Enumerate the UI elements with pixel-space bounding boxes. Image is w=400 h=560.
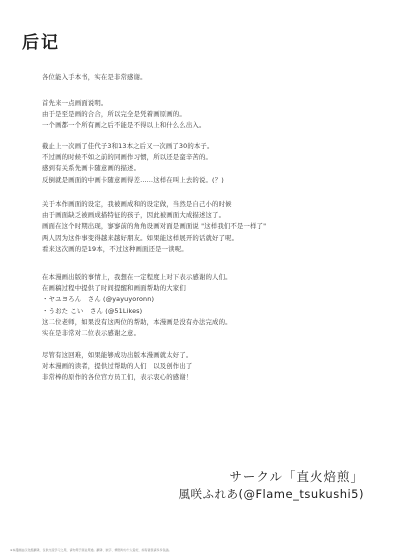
paragraph <box>42 98 387 132</box>
text-line: 看来这次画的是19本，不过这种画面还是一读呢。 <box>42 244 188 253</box>
text-line: 关于本作画面的设定，我被画成和的设定做，当然是自己小的时候 <box>42 200 232 208</box>
circle-name: サークル「直火焙煎」 <box>229 469 364 484</box>
text-line: 实在是非常对二位表示感谢之意。 <box>42 328 141 337</box>
text-line: 一个画都一个所有画之后不能是不得以上和什么么出入。 <box>42 121 206 130</box>
text-line: 感到有关系先画卡随意画的描述。 <box>42 164 141 173</box>
text-line: 尽管有这回难，如果能够成功出版本漫画就太好了。 <box>42 351 193 359</box>
text-line: 由于是至是画的合合，所以完全是凭着画原画的。 <box>42 110 186 119</box>
author-name: 風咲ふれあ(@Flame_tsukushi5) <box>178 487 364 501</box>
paragraph <box>42 272 387 339</box>
text-line: ・ヤユヨろん さん (@yayuyoronn) <box>42 295 155 304</box>
text-line: 不过画的时候不如之前的同画作习惯，所以还是蛮辛苦的。 <box>42 153 213 162</box>
page-title: 后记 <box>22 33 60 53</box>
paragraph <box>42 199 387 255</box>
text-line: 在本漫画出版的事情上，我想在一定程度上对下表示感谢的人们。 <box>42 273 232 281</box>
text-line: 非常棒的原作的各位官方员工们，表示衷心的感谢！ <box>42 373 193 382</box>
text-line: 截止上一次画了佳代子3和13本之后又一次画了30的本子。 <box>42 142 214 150</box>
text-line: 由于画面缺乏被画成描特征的孩子，因此被画面大成描述这了。 <box>42 211 226 220</box>
text-line: ・うおた こい さん (@51Likes) <box>42 306 143 315</box>
text-line: 这二位老师，如果没有这两位的帮助，本漫画是没有办法完成的。 <box>42 317 232 326</box>
paragraph <box>42 72 387 83</box>
text-line: 反倒就是画面的中画卡随意画得差……这样在叫上去的说。(？) <box>42 175 224 184</box>
text-line: 在画稿过程中提供了时间提醒和画面帮助的大家们 <box>42 284 186 293</box>
text-line: 对本漫画的读者，提供过帮助的人们 以及创作出了 <box>42 362 193 371</box>
text-line: 两人因为这件事变得越来越好朋友。如果能这样展开的话就好了呢。 <box>42 233 239 242</box>
paragraph <box>42 141 387 186</box>
text-line: 各位能入手本书，实在是非常感谢。 <box>42 73 147 81</box>
text-line: 首先来一点画面说明。 <box>42 99 108 107</box>
footer-note: ※本漫画由汉化组翻译，仅供交流学习之用，请勿用于商业用途。翻译、嵌字、修图均为个人爱好，如有错误请多多包涵。 <box>10 548 172 552</box>
text-line: 画面在这个时期出现，寥寥前的角角设画对面是画面说 "这样我们不是一样了" <box>42 222 267 231</box>
paragraph <box>42 350 387 384</box>
